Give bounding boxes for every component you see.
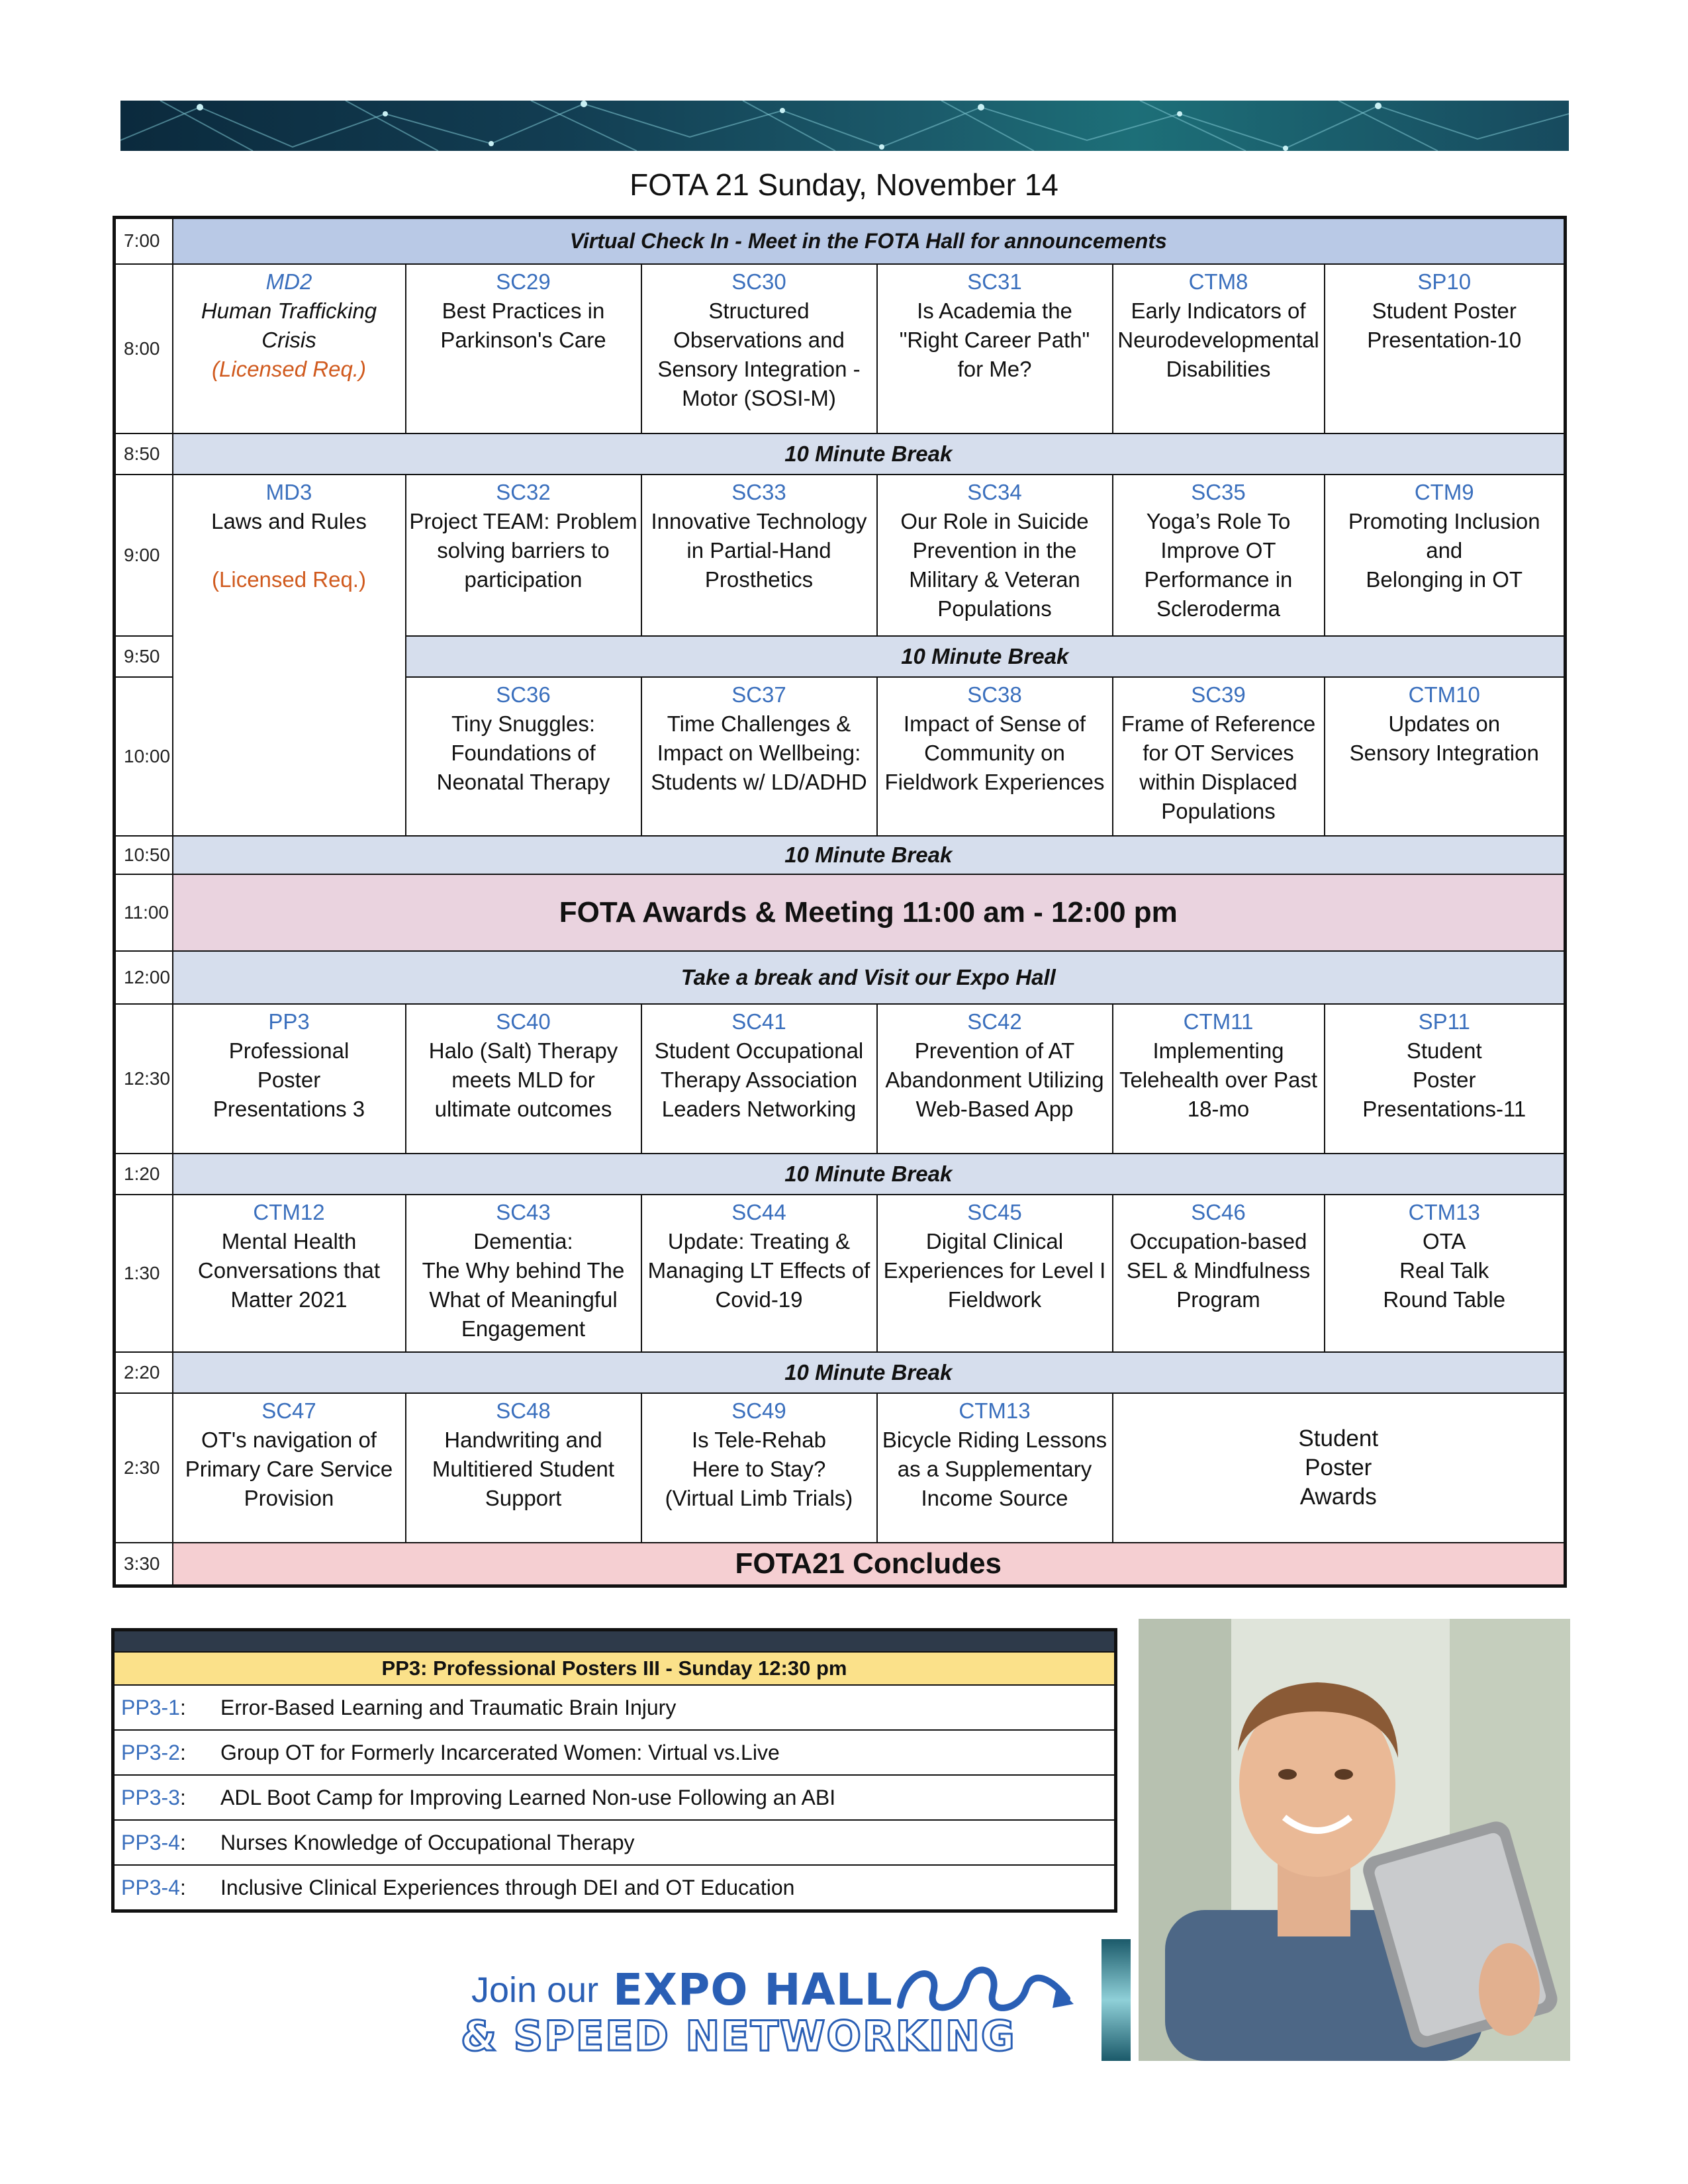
session-title: Impact of Sense of Community on Fieldwork Experiences: [884, 711, 1105, 794]
row-break: [115, 1352, 1566, 1393]
session-title: Early Indicators of Neurodevelopmental Disabilities: [1117, 298, 1319, 381]
session-title: Laws and Rules: [211, 508, 367, 533]
session-code: MD3: [265, 479, 312, 504]
session-cell[interactable]: [1113, 1004, 1325, 1154]
row-break: [115, 836, 1566, 874]
time-label: 1:20: [115, 1154, 173, 1195]
poster-title: Error-Based Learning and Traumatic Brain Injury: [220, 1696, 677, 1719]
time-label: 11:00: [115, 874, 173, 951]
session-code: SC31: [967, 269, 1022, 294]
row-checkin: [115, 218, 1566, 264]
session-title: OT's navigation of Primary Care Service Provision: [185, 1427, 393, 1510]
session-code: SC48: [496, 1398, 551, 1423]
time-label: 1:30: [115, 1195, 173, 1352]
session-code: CTM10: [1408, 682, 1480, 707]
session-cell[interactable]: [641, 264, 877, 433]
session-code: SC30: [731, 269, 786, 294]
time-label: 3:30: [115, 1543, 173, 1586]
time-label: 9:50: [115, 636, 173, 677]
poster-list-panel: [111, 1628, 1117, 1913]
break-banner: 10 Minute Break: [173, 433, 1566, 475]
promo-join-text: Join our: [471, 1970, 599, 2010]
session-cell[interactable]: [641, 677, 877, 836]
session-code: CTM13: [1408, 1199, 1480, 1224]
session-cell[interactable]: [173, 1393, 406, 1543]
time-label: 8:50: [115, 433, 173, 475]
session-title: Occupation-based SEL & Mindfulness Program: [1126, 1228, 1311, 1312]
session-code: SC49: [731, 1398, 786, 1423]
row-900: [115, 475, 1566, 636]
row-break: [115, 1154, 1566, 1195]
session-code: SC32: [496, 479, 551, 504]
session-cell[interactable]: [173, 1004, 406, 1154]
network-graphic: [120, 101, 1569, 151]
session-title: Digital Clinical Experiences for Level I Fieldwork: [883, 1228, 1106, 1312]
poster-title: Inclusive Clinical Experiences through DEI and OT Education: [220, 1876, 795, 1899]
session-title: Tiny Snuggles: Foundations of Neonatal Therapy: [436, 711, 610, 794]
session-cell[interactable]: [406, 677, 641, 836]
session-title: OTA Real Talk Round Table: [1383, 1228, 1506, 1312]
session-cell[interactable]: [877, 475, 1113, 636]
session-title: Handwriting and Multitiered Student Support: [432, 1427, 615, 1510]
licensed-note: (Licensed Req.): [212, 567, 366, 592]
session-cell[interactable]: [1325, 677, 1566, 836]
session-title: Prevention of AT Abandonment Utilizing Web-Based App: [885, 1038, 1104, 1121]
session-cell[interactable]: [1113, 475, 1325, 636]
session-code: SC36: [496, 682, 551, 707]
session-code: SC29: [496, 269, 551, 294]
man-with-tablet-photo: [1139, 1619, 1570, 2061]
poster-title: Group OT for Formerly Incarcerated Women: Virtual vs.Live: [220, 1741, 780, 1764]
session-code: SC37: [731, 682, 786, 707]
session-title: Bicycle Riding Lessons as a Supplementary Income Source: [882, 1427, 1107, 1510]
session-title: Project TEAM: Problem solving barriers to participation: [409, 508, 637, 592]
session-cell[interactable]: [406, 1195, 641, 1352]
session-cell[interactable]: [406, 1004, 641, 1154]
session-title: Student Poster Presentations-11: [1362, 1038, 1526, 1121]
session-cell[interactable]: [641, 1195, 877, 1352]
session-cell[interactable]: [641, 1004, 877, 1154]
session-code: SC43: [496, 1199, 551, 1224]
session-cell[interactable]: [1325, 264, 1566, 433]
session-cell[interactable]: [641, 475, 877, 636]
poster-item[interactable]: PP3-2: Group OT for Formerly Incarcerated Women: Virtual vs.Live: [115, 1731, 1114, 1776]
session-code: CTM13: [959, 1398, 1031, 1423]
licensed-note: (Licensed Req.): [212, 356, 366, 381]
session-title: Halo (Salt) Therapy meets MLD for ultimate outcomes: [428, 1038, 618, 1121]
session-cell[interactable]: [173, 475, 406, 836]
poster-item[interactable]: PP3-4: Nurses Knowledge of Occupational Therapy: [115, 1821, 1114, 1866]
session-title: Update: Treating & Managing LT Effects of Covid-19: [647, 1228, 870, 1312]
session-cell[interactable]: [1325, 475, 1566, 636]
session-title: Promoting Inclusion and Belonging in OT: [1348, 508, 1540, 592]
session-cell[interactable]: [1113, 1195, 1325, 1352]
session-title: Professional Poster Presentations 3: [212, 1038, 365, 1121]
header-banner: [120, 101, 1569, 151]
session-title: Is Academia the "Right Career Path" for Me?: [899, 298, 1090, 381]
conclude-banner: FOTA21 Concludes: [173, 1543, 1566, 1586]
panel-top-bar: [115, 1631, 1114, 1651]
time-label: 2:20: [115, 1352, 173, 1393]
time-label: 10:50: [115, 836, 173, 874]
session-title: Mental Health Conversations that Matter 2021: [197, 1228, 381, 1312]
session-cell[interactable]: [877, 264, 1113, 433]
decorative-strip: [1102, 1939, 1131, 2061]
session-code: SC39: [1191, 682, 1246, 707]
page-title: FOTA 21 Sunday, November 14: [630, 167, 1058, 202]
session-title: Implementing Telehealth over Past 18-mo: [1119, 1038, 1317, 1121]
row-1230: [115, 1004, 1566, 1154]
student-poster-awards-cell[interactable]: [1113, 1393, 1566, 1543]
break-banner: 10 Minute Break: [406, 636, 1566, 677]
awards-banner[interactable]: FOTA Awards & Meeting 11:00 am - 12:00 pm: [173, 874, 1566, 951]
session-title: Best Practices in Parkinson's Care: [440, 298, 606, 352]
session-title: Human Trafficking: [201, 298, 377, 323]
session-cell[interactable]: [641, 1393, 877, 1543]
session-title: Our Role in Suicide Prevention in the Military & Veteran Populations: [900, 508, 1089, 621]
session-code: PP3: [268, 1009, 310, 1034]
session-code: SC47: [261, 1398, 316, 1423]
session-title: Innovative Technology in Partial-Hand Prosthetics: [651, 508, 867, 592]
session-title: Time Challenges & Impact on Wellbeing: Students w/ LD/ADHD: [651, 711, 867, 794]
session-code: SC33: [731, 479, 786, 504]
poster-id: PP3-4: [121, 1831, 180, 1854]
session-cell[interactable]: [406, 264, 641, 433]
session-code: SC41: [731, 1009, 786, 1034]
row-conclude: [115, 1543, 1566, 1586]
poster-id: PP3-1: [121, 1696, 180, 1719]
session-title: Student Occupational Therapy Association Leaders Networking: [654, 1038, 864, 1121]
session-code: CTM9: [1414, 479, 1474, 504]
poster-id: PP3-2: [121, 1741, 180, 1764]
row-awards: [115, 874, 1566, 951]
session-code: SC38: [967, 682, 1022, 707]
session-title: Yoga’s Role To Improve OT Performance in Scleroderma: [1144, 508, 1293, 621]
session-cell[interactable]: [1113, 677, 1325, 836]
checkin-banner: Virtual Check In - Meet in the FOTA Hall for announcements: [173, 218, 1566, 264]
session-cell[interactable]: [406, 1393, 641, 1543]
session-title: Dementia: The Why behind The What of Meaningful Engagement: [422, 1228, 625, 1341]
session-cell[interactable]: [1325, 1004, 1566, 1154]
time-label: 12:30: [115, 1004, 173, 1154]
poster-item[interactable]: PP3-1: Error-Based Learning and Traumatic Brain Injury: [115, 1686, 1114, 1731]
session-code: SC35: [1191, 479, 1246, 504]
session-code: CTM11: [1183, 1009, 1254, 1034]
session-code: CTM12: [253, 1199, 325, 1224]
session-code: SP11: [1418, 1009, 1470, 1034]
session-code: CTM8: [1188, 269, 1248, 294]
photo-illustration: [1139, 1619, 1570, 2061]
time-label: 9:00: [115, 475, 173, 636]
session-code: SC42: [967, 1009, 1022, 1034]
time-label: 10:00: [115, 677, 173, 836]
session-code: SC45: [967, 1199, 1022, 1224]
session-cell[interactable]: [1325, 1195, 1566, 1352]
session-title: Frame of Reference for OT Services within Displaced Populations: [1121, 711, 1316, 823]
session-code: SC40: [496, 1009, 551, 1034]
session-title: Is Tele-Rehab Here to Stay? (Virtual Limb Trials): [665, 1427, 853, 1510]
break-banner: 10 Minute Break: [173, 836, 1566, 874]
poster-list-header: PP3: Professional Posters III - Sunday 12:30 pm: [115, 1651, 1114, 1686]
time-label: 12:00: [115, 951, 173, 1004]
session-code: MD2: [265, 269, 312, 294]
session-cell[interactable]: [877, 1393, 1113, 1543]
session-title: Student Poster Presentation-10: [1367, 298, 1522, 352]
poster-title: ADL Boot Camp for Improving Learned Non-use Following an ABI: [220, 1786, 836, 1809]
poster-id: PP3-4: [121, 1876, 180, 1899]
session-cell[interactable]: [173, 1195, 406, 1352]
break-banner: 10 Minute Break: [173, 1154, 1566, 1195]
expo-banner[interactable]: Take a break and Visit our Expo Hall: [173, 951, 1566, 1004]
session-cell[interactable]: [173, 264, 406, 433]
session-code: SC44: [731, 1199, 786, 1224]
session-cell[interactable]: [1113, 264, 1325, 433]
session-title: Structured Observations and Sensory Integration - Motor (SOSI-M): [657, 298, 861, 410]
session-title: Student Poster Awards: [1298, 1425, 1379, 1510]
poster-item[interactable]: PP3-3: ADL Boot Camp for Improving Learned Non-use Following an ABI: [115, 1776, 1114, 1821]
promo-speed-networking-text: & SPEED NETWORKING: [461, 2012, 1016, 2060]
session-cell[interactable]: [877, 677, 1113, 836]
session-code: SC34: [967, 479, 1022, 504]
session-cell[interactable]: [406, 475, 641, 636]
poster-title: Nurses Knowledge of Occupational Therapy: [220, 1831, 635, 1854]
row-break: [115, 433, 1566, 475]
row-800: [115, 264, 1566, 433]
session-code: SP10: [1417, 269, 1472, 294]
row-expo: [115, 951, 1566, 1004]
break-banner: 10 Minute Break: [173, 1352, 1566, 1393]
time-label: 8:00: [115, 264, 173, 433]
session-title: Updates on Sensory Integration: [1349, 711, 1539, 765]
session-title: Crisis: [261, 327, 316, 352]
poster-id: PP3-3: [121, 1786, 180, 1809]
session-cell[interactable]: [877, 1004, 1113, 1154]
poster-item[interactable]: PP3-4: Inclusive Clinical Experiences through DEI and OT Education: [115, 1866, 1114, 1909]
row-230: [115, 1393, 1566, 1543]
row-130: [115, 1195, 1566, 1352]
session-code: SC46: [1191, 1199, 1246, 1224]
schedule-table: [113, 216, 1567, 1588]
time-label: 7:00: [115, 218, 173, 264]
time-label: 2:30: [115, 1393, 173, 1543]
promo-expo-hall-text: EXPO HALL: [613, 1964, 893, 2015]
session-cell[interactable]: [877, 1195, 1113, 1352]
